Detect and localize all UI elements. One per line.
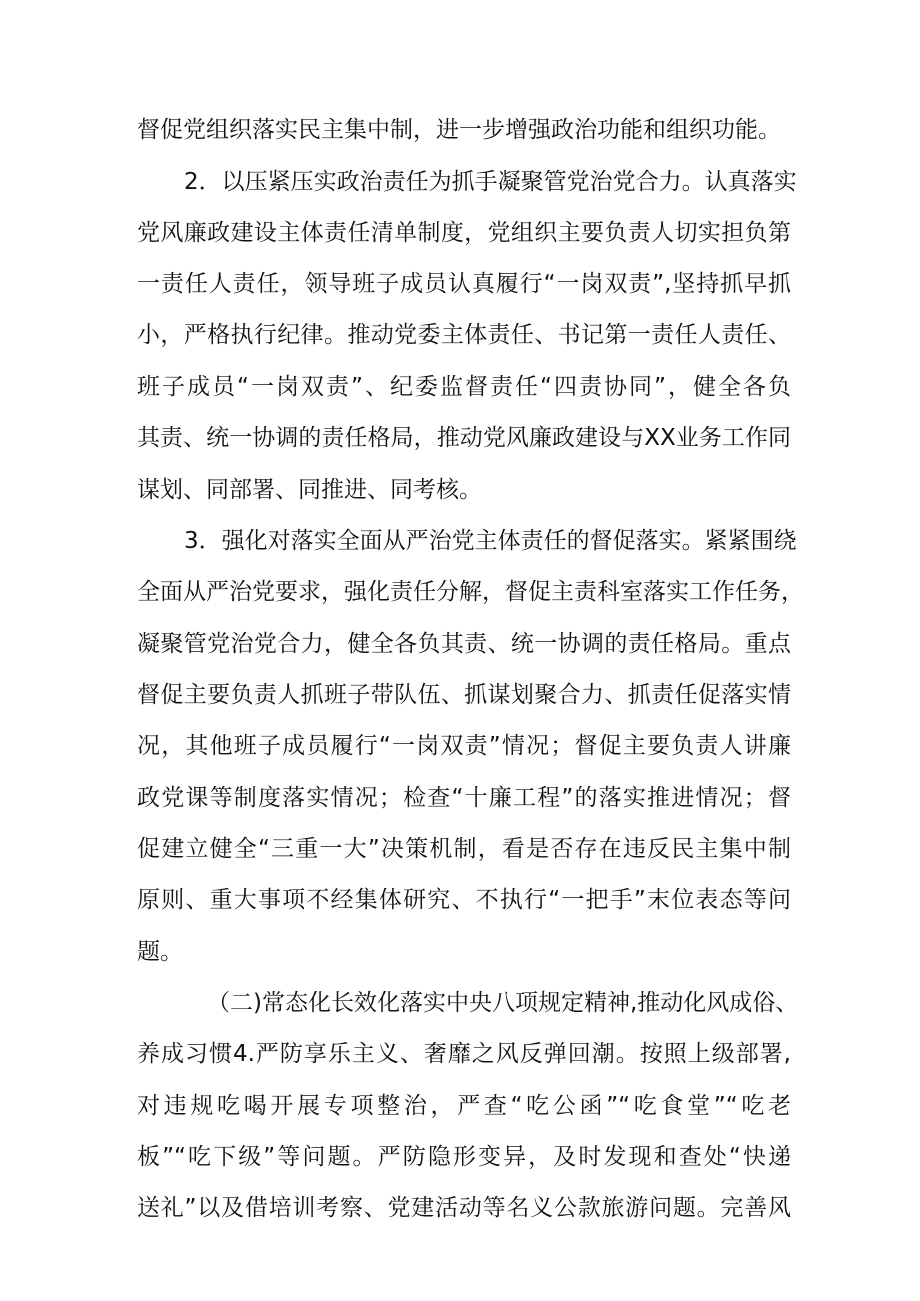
paragraph-line: 题。 [137, 939, 183, 965]
paragraph-line: 况，其他班子成员履行“一岗双责”情况；督促主要负责人讲廉 [137, 733, 791, 759]
paragraph-line: 督促主要负责人抓班子带队伍、抓谋划聚合力、抓责任促落实情 [137, 682, 791, 708]
paragraph-line: 养成习惯4.严防享乐主义、奢靡之风反弹回潮。按照上级部署, [137, 1041, 791, 1067]
paragraph-line: 班子成员“一岗双责”、纪委监督责任“四责协同”，健全各负 [137, 374, 791, 400]
paragraph-line: 促建立健全“三重一大”决策机制，看是否存在违反民主集中制 [137, 836, 791, 862]
paragraph-line: 全面从严治党要求，强化责任分解，督促主责科室落实工作任务， [137, 579, 804, 605]
paragraph-line: 凝聚管党治党合力，健全各负其责、统一协调的责任格局。重点 [137, 631, 791, 657]
paragraph-line: 对违规吃喝开展专项整治，严查“吃公函”“吃食堂”“吃老 [137, 1093, 791, 1119]
paragraph-heading-line: 3．强化对落实全面从严治党主体责任的督促落实。紧紧围绕 [184, 528, 797, 554]
section-heading-line: （二)常态化长效化落实中央八项规定精神,推动化风成俗、 [207, 990, 799, 1016]
paragraph-line: 小，严格执行纪律。推动党委主体责任、书记第一责任人责任、 [137, 322, 791, 348]
paragraph-line: 其责、统一协调的责任格局，推动党风廉政建设与XX业务工作同 [137, 425, 791, 451]
paragraph-line: 一责任人责任，领导班子成员认真履行“一岗双责”,坚持抓早抓 [137, 271, 791, 297]
paragraph-line: 党风廉政建设主体责任清单制度，党组织主要负责人切实担负第 [137, 220, 791, 246]
paragraph-heading-line: 2．以压紧压实政治责任为抓手凝聚管党治党合力。认真落实 [184, 169, 797, 195]
paragraph-line: 原则、重大事项不经集体研究、不执行“一把手”末位表态等问 [137, 887, 791, 913]
paragraph-line: 谋划、同部署、同推进、同考核。 [137, 477, 482, 503]
paragraph-line: 督促党组织落实民主集中制，进一步增强政治功能和组织功能。 [137, 117, 781, 143]
paragraph-line: 送礼”以及借培训考察、党建活动等名义公款旅游问题。完善风 [137, 1195, 791, 1221]
paragraph-line: 板”“吃下级”等问题。严防隐形变异，及时发现和查处“快递 [137, 1144, 791, 1170]
paragraph-line: 政党课等制度落实情况；检查“十廉工程”的落实推进情况；督 [137, 785, 791, 811]
